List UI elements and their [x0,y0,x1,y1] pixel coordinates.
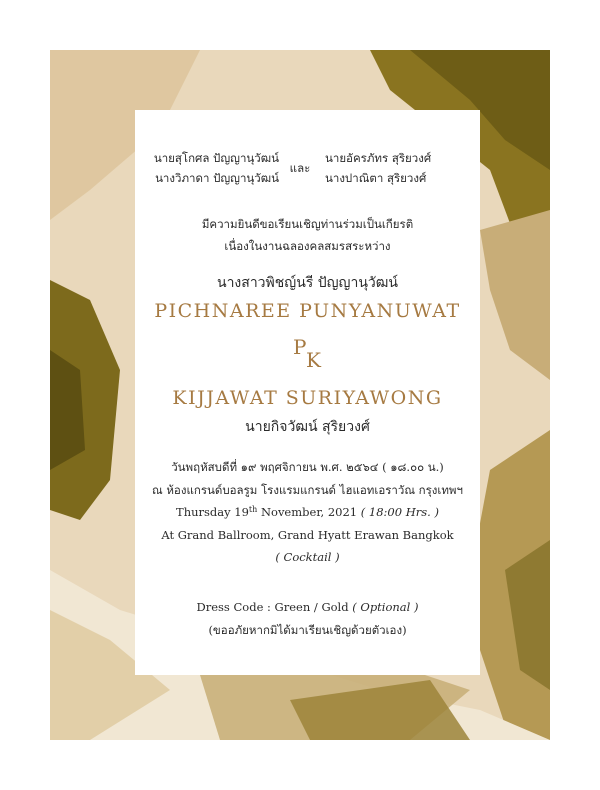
date-en-suffix: th [248,505,258,514]
bride-parents [149,148,279,188]
dress-code-block [135,596,480,641]
cocktail-label [135,546,480,569]
dress-code [135,596,480,619]
monogram-p: P [293,335,307,359]
event-date-thai: วันพฤหัสบดีที่ ๑๙ พฤศจิกายน พ.ศ. ๒๕๖๔ ( ๑๘.๐๐ น.) [171,460,444,474]
invitation-text [135,213,480,257]
event-venue-thai: ณ ห้องแกรนด์บอลรูม โรงแรมแกรนด์ ไฮแอทเอราวัณ กรุงเทพฯ [152,482,463,497]
event-time-english: ( 18:00 Hrs. ) [360,505,439,519]
bride-father: นายสุโกศล ปัญญานุวัฒน์ [153,151,279,165]
event-details [135,456,480,569]
groom-father: นายอัครภัทร สุริยวงศ์ [325,151,432,165]
cocktail-text: ( Cocktail ) [275,550,340,564]
groom-name-english: KIJJAWAT SURIYAWONG [172,387,443,409]
parents-and: และ [289,161,311,175]
date-en-day: Thursday 19 [176,505,249,519]
event-date-english [135,501,480,524]
groom-name-thai: นายกิจวัฒน์ สุริยวงศ์ [245,419,370,435]
bride-name-thai: นางสาวพิชญ์นรี ปัญญานุวัฒน์ [217,275,398,291]
bride-name-english: PICHNAREE PUNYANUWAT [154,300,461,322]
event-venue-english: At Grand Ballroom, Grand Hyatt Erawan Bangkok [161,527,454,542]
date-en-month-year: November, 2021 [257,505,361,519]
invitation-text-panel [135,110,480,675]
invitation-card [50,50,550,740]
invitation-line-1: มีความยินดีขอเรียนเชิญท่านร่วมเป็นเกียรติ [201,217,414,231]
dress-code-label: Dress Code : Green / Gold [196,600,353,614]
invitation-line-2: เนื่องในงานฉลองคลสมรสระหว่าง [224,239,391,253]
dress-code-optional: ( Optional ) [352,600,419,614]
bride-mother: นางวิภาดา ปัญญานุวัฒน์ [155,171,279,185]
monogram [135,335,480,375]
monogram-k: K [306,348,321,372]
groom-mother: นางปาณิตา สุริยวงศ์ [325,171,427,185]
apology-note: (ขออภัยหากมิได้มาเรียนเชิญด้วยตัวเอง) [208,622,407,637]
groom-parents [325,148,465,188]
